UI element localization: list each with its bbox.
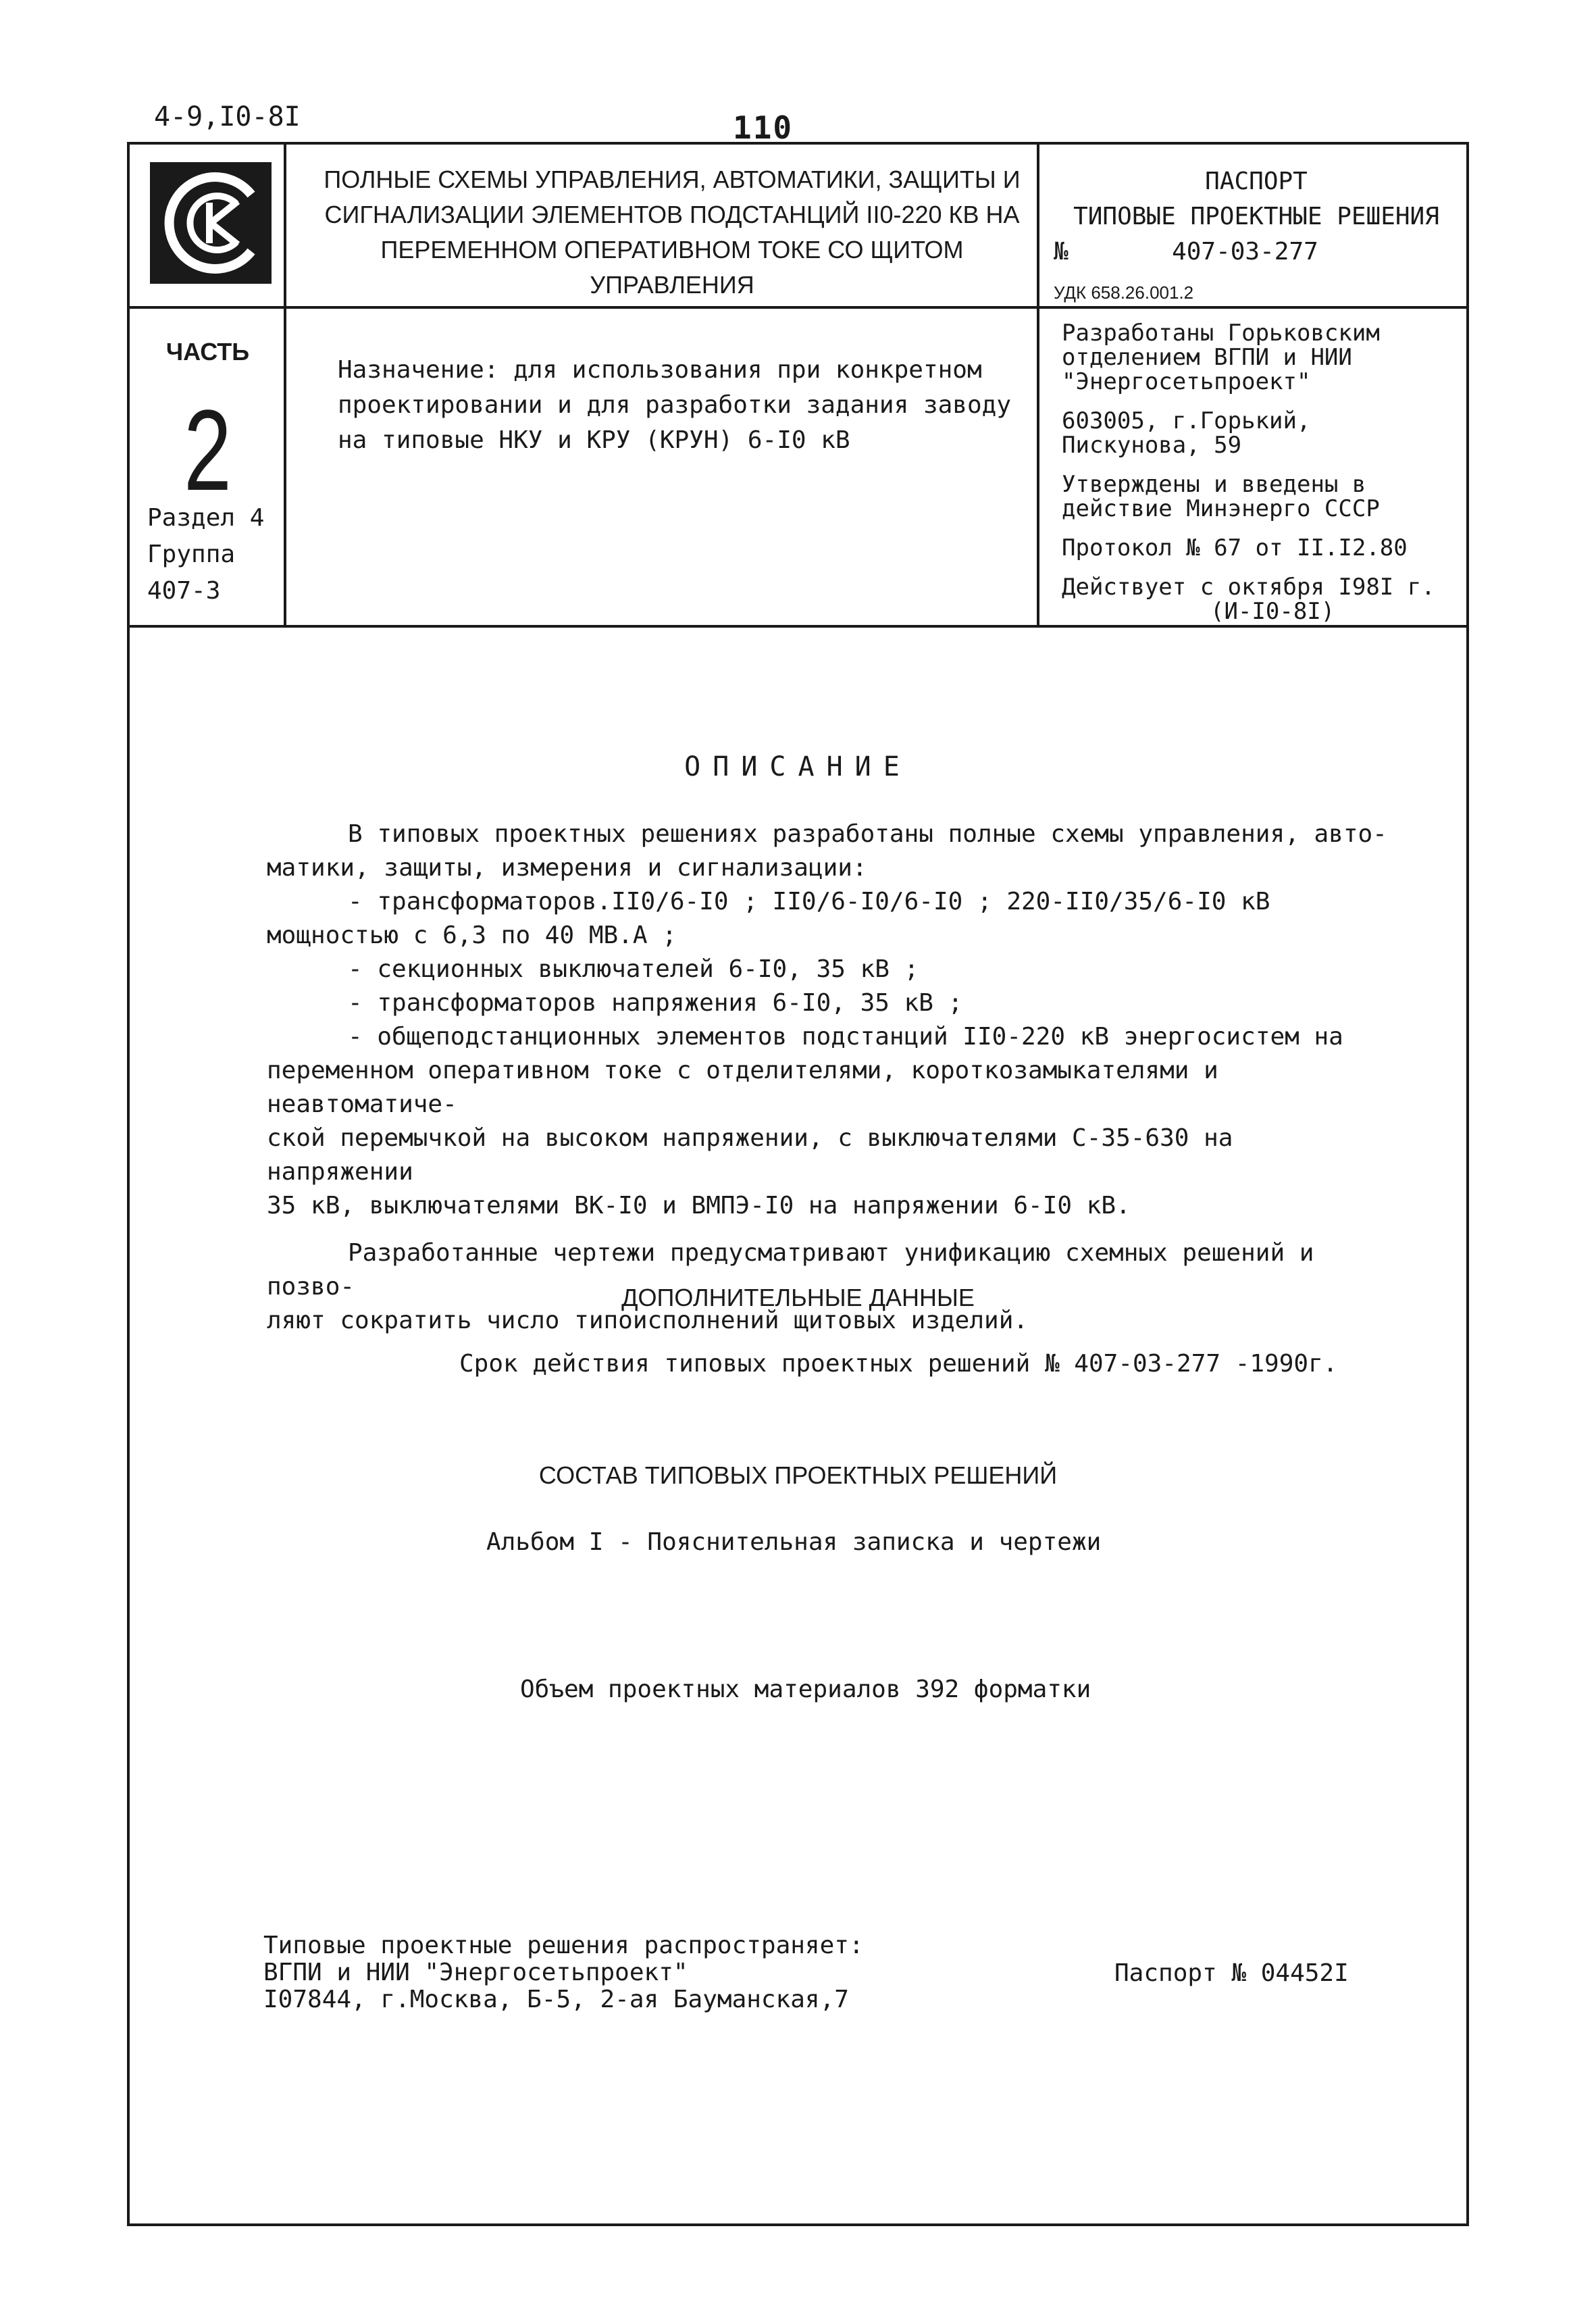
page-number: 110 [733,109,794,146]
address-line: Пискунова, 59 [1062,432,1242,459]
razdel-label: Раздел 4 [147,504,265,532]
passport-number [1054,234,1459,270]
title-line: СИГНАЛИЗАЦИИ ЭЛЕМЕНТОВ ПОДСТАНЦИЙ II0-220 КВ НА [324,201,1020,228]
part-label: ЧАСТЬ [165,338,250,366]
approval-line: действие Минэнерго СССР [1062,495,1380,522]
part-meta [147,500,264,609]
passport-number-value: 407-03-277 [1172,238,1318,266]
protocol: Протокол № 67 от II.I2.80 [1062,534,1408,561]
validity-text: Срок действия типовых проектных решений № 407-03-277 -1990г. [459,1350,1338,1378]
approval-line: Утверждены и введены в [1062,471,1366,498]
divider-right-column [1037,142,1039,628]
description-line: переменном оперативном токе с отделителями, короткозамыкателями и неавтоматиче- [267,1057,1218,1118]
developer-info [1062,321,1467,638]
passport-heading: ПАСПОРТ [1205,168,1308,195]
description-body [267,818,1388,1338]
ck-logo-graphic [150,162,272,284]
effective-note: (И-I0-8I) [1210,598,1335,625]
number-sign: № [1054,238,1069,266]
gruppa-code: 407-3 [147,577,221,605]
passport-serial: Паспорт № 04452I [1114,1959,1349,1987]
description-line: - секционных выключателей 6-I0, 35 кВ ; [348,955,919,983]
developer-line: Разработаны Горьковским [1062,320,1380,347]
album-text: Альбом I - Пояснительная записка и чертежи [486,1528,1102,1556]
additional-heading: ДОПОЛНИТЕЛЬНЫЕ ДАННЫЕ [621,1284,975,1311]
developer-line: отделением ВГПИ и НИИ [1062,344,1352,371]
description-line: ской перемычкой на высоком напряжении, с выключателями С-35-630 на напряжении [267,1124,1233,1186]
composition-heading: СОСТАВ ТИПОВЫХ ПРОЕКТНЫХ РЕШЕНИЙ [538,1461,1058,1489]
description-line: ляют сократить число типоисполнений щитовых изделий. [267,1307,1029,1334]
document-code: 4-9,I0-8I [154,101,301,132]
part-number: 2 [184,386,232,515]
description-line: Разработанные чертежи предусматривают унификацию схемных решений и позво- [267,1239,1314,1301]
passport-header [1054,164,1459,310]
title-line: ПОЛНЫЕ СХЕМЫ УПРАВЛЕНИЯ, АВТОМАТИКИ, ЗАЩИТЫ И [324,166,1021,193]
distributor-info [263,1932,864,2013]
description-line: 35 кВ, выключателями ВК-I0 и ВМПЭ-I0 на напряжении 6-I0 кВ. [267,1192,1131,1219]
description-line: мощностью с 6,3 по 40 МВ.А ; [267,922,677,949]
title-line: ПЕРЕМЕННОМ ОПЕРАТИВНОМ ТОКЕ СО ЩИТОМ УПРАВЛЕНИЯ [380,236,964,299]
distributor-line: I07844, г.Москва, Б-5, 2-ая Бауманская,7 [263,1986,849,2013]
address-line: 603005, г.Горький, [1062,407,1311,434]
ck-logo-icon [150,162,272,284]
purpose-line: на типовые НКУ и КРУ (КРУН) 6-I0 кВ [338,426,850,454]
udk-code: УДК 658.26.001.2 [1054,282,1194,303]
passport-subheading: ТИПОВЫЕ ПРОЕКТНЫЕ РЕШЕНИЯ [1073,203,1439,230]
document-title [317,162,1027,303]
description-line: - трансформаторов напряжения 6-I0, 35 кВ ; [348,989,963,1017]
purpose-line: проектировании и для разработки задания заводу [338,391,1011,419]
distributor-line: ВГПИ и НИИ "Энергосетьпроект" [263,1959,688,1986]
gruppa-label: Группа [147,540,236,568]
purpose-line: Назначение: для использования при конкретном [338,356,982,384]
developer-line: "Энергосетьпроект" [1062,368,1311,395]
effective-line: Действует с октября I98I г. [1062,574,1435,601]
distributor-line: Типовые проектные решения распространяет: [263,1932,864,1959]
purpose-text [338,353,1013,458]
part-column [135,338,280,515]
description-heading: ОПИСАНИЕ [684,751,912,782]
description-line: В типовых проектных решениях разработаны полные схемы управления, авто- [348,820,1387,848]
divider-left-column [284,142,286,628]
volume-text: Объем проектных материалов 392 форматки [520,1676,1091,1703]
description-line: - трансформаторов.II0/6-I0 ; II0/6-I0/6-I0 ; 220-II0/35/6-I0 кВ [348,888,1270,915]
description-line: - общеподстанционных элементов подстанций II0-220 кВ энергосистем на [348,1023,1343,1051]
description-line: матики, защиты, измерения и сигнализации: [267,854,867,882]
